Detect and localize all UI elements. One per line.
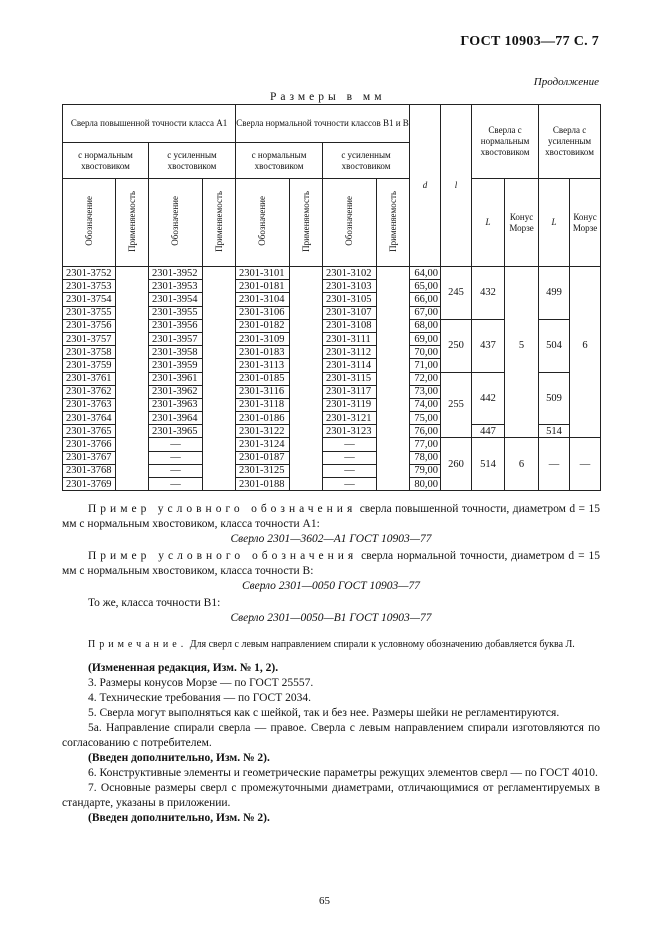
L-normal-value: 447 [472,425,505,438]
a1-reinforced-designation: — [149,464,203,477]
example-1-code: Сверло 2301—3602—А1 ГОСТ 10903—77 [230,533,432,545]
b-reinforced-designation: 2301-3121 [323,412,377,425]
b-reinforced-applicability [377,478,410,491]
a1-reinforced-applicability [203,319,236,332]
a1-normal-applicability [116,478,149,491]
a1-reinforced-designation: 2301-3957 [149,332,203,345]
a1-reinforced-applicability [203,478,236,491]
b-reinforced-applicability [377,280,410,293]
a1-reinforced-designation: 2301-3958 [149,346,203,359]
header-designation: Обозначение [63,179,116,267]
b-normal-applicability [290,438,323,451]
b-reinforced-designation: 2301-3108 [323,319,377,332]
header-group-a1: Сверла повышенной точности класса А1 [63,105,236,143]
diameter-value: 67,00 [410,306,441,319]
a1-normal-applicability [116,451,149,464]
b-reinforced-applicability [377,332,410,345]
a1-reinforced-applicability [203,293,236,306]
a1-normal-designation: 2301-3764 [63,412,116,425]
header-group-b: Сверла нормальной точности классов В1 и В [236,105,410,143]
b-reinforced-applicability [377,385,410,398]
a1-reinforced-applicability [203,398,236,411]
a1-normal-designation: 2301-3753 [63,280,116,293]
diameter-value: 78,00 [410,451,441,464]
b-reinforced-applicability [377,425,410,438]
a1-normal-designation: 2301-3757 [63,332,116,345]
table-row [63,438,601,451]
a1-normal-designation: 2301-3759 [63,359,116,372]
L-reinforced-value: — [539,438,570,491]
b-normal-applicability [290,451,323,464]
a1-reinforced-applicability [203,464,236,477]
a1-reinforced-designation: 2301-3959 [149,359,203,372]
diameter-value: 76,00 [410,425,441,438]
diameter-value: 64,00 [410,267,441,280]
b-normal-designation: 2301-3109 [236,332,290,345]
b-reinforced-designation: 2301-3107 [323,306,377,319]
b-normal-designation: 2301-3104 [236,293,290,306]
b-normal-applicability [290,464,323,477]
a1-normal-designation: 2301-3769 [63,478,116,491]
header-applicability: Применяемость [290,179,323,267]
morse-normal-value: 5 [505,319,539,372]
diameter-value: 75,00 [410,412,441,425]
header-designation: Обозначение [236,179,290,267]
b-reinforced-applicability [377,412,410,425]
table-row [63,267,601,280]
b-normal-applicability [290,478,323,491]
item-5a: 5а. Направление спирали сверла — правое. Сверла с левым направлением спирали изготовляются по согласованию с потребителем. [62,722,600,749]
b-reinforced-designation: 2301-3117 [323,385,377,398]
header-L-normal: L [472,179,505,267]
b-normal-applicability [290,267,323,280]
a1-reinforced-designation: 2301-3956 [149,319,203,332]
morse-reinforced-value: — [570,438,601,491]
L-reinforced-value: 504 [539,319,570,372]
a1-normal-designation: 2301-3766 [63,438,116,451]
a1-normal-applicability [116,267,149,280]
b-reinforced-designation: — [323,451,377,464]
page-header: ГОСТ 10903—77 С. 7 [460,34,599,49]
b-reinforced-designation: 2301-3102 [323,267,377,280]
a1-reinforced-applicability [203,412,236,425]
a1-normal-designation: 2301-3763 [63,398,116,411]
b-reinforced-applicability [377,346,410,359]
header-applicability: Применяемость [116,179,149,267]
diameter-value: 71,00 [410,359,441,372]
a1-normal-designation: 2301-3762 [63,385,116,398]
b-normal-applicability [290,319,323,332]
b-reinforced-applicability [377,306,410,319]
example-2: Пример условного обозначения сверла нормальной точности, диаметром d = 15 мм с нормальным хвостовиком, класса точности В: [62,550,600,577]
header-b-reinforced-shank: с усиленным хвостовиком [323,143,410,179]
a1-reinforced-applicability [203,359,236,372]
L-normal-value: 432 [472,267,505,320]
added-note-1: (Введен дополнительно, Изм. № 2). [88,752,270,764]
header-morse-normal: Конус Морзе [505,179,539,267]
added-note-2: (Введен дополнительно, Изм. № 2). [88,812,270,824]
header-designation: Обозначение [149,179,203,267]
a1-reinforced-designation: 2301-3961 [149,372,203,385]
header-a1-normal-shank: с нормальным хвостовиком [63,143,149,179]
a1-normal-applicability [116,425,149,438]
b-normal-designation: 2301-3124 [236,438,290,451]
morse-reinforced-value: 6 [570,319,601,372]
b-normal-designation: 2301-0181 [236,280,290,293]
L-normal-value: 514 [472,438,505,491]
a1-normal-applicability [116,438,149,451]
diameter-value: 65,00 [410,280,441,293]
header-L-reinforced: L [539,179,570,267]
morse-normal-cell [505,372,539,438]
b-reinforced-designation: 2301-3111 [323,332,377,345]
a1-normal-designation: 2301-3752 [63,267,116,280]
a1-reinforced-applicability [203,451,236,464]
header-d: d [410,105,441,267]
a1-reinforced-designation: 2301-3953 [149,280,203,293]
b-reinforced-designation: — [323,478,377,491]
a1-reinforced-applicability [203,438,236,451]
header-morse-reinforced: Конус Морзе [570,179,601,267]
example-2-code: Сверло 2301—0050 ГОСТ 10903—77 [241,580,421,592]
b-reinforced-designation: 2301-3103 [323,280,377,293]
a1-normal-designation: 2301-3756 [63,319,116,332]
b-normal-designation: 2301-3118 [236,398,290,411]
a1-normal-applicability [116,293,149,306]
a1-normal-applicability [116,306,149,319]
b-reinforced-applicability [377,398,410,411]
same-note: То же, класса точности В1: [88,597,221,609]
b-normal-designation: 2301-0183 [236,346,290,359]
b-normal-applicability [290,280,323,293]
header-l: l [441,105,472,267]
a1-normal-designation: 2301-3761 [63,372,116,385]
morse-normal-cell [505,267,539,320]
morse-normal-value: 6 [505,438,539,491]
page-number: 65 [319,895,330,907]
b-normal-applicability [290,293,323,306]
b-reinforced-designation: 2301-3123 [323,425,377,438]
a1-reinforced-designation: 2301-3963 [149,398,203,411]
a1-reinforced-designation: 2301-3964 [149,412,203,425]
a1-reinforced-applicability [203,346,236,359]
a1-normal-designation: 2301-3765 [63,425,116,438]
a1-reinforced-applicability [203,306,236,319]
diameter-value: 73,00 [410,385,441,398]
a1-reinforced-applicability [203,280,236,293]
header-drills-reinforced-shank: Сверла с усиленным хвостовиком [539,105,601,179]
a1-normal-designation: 2301-3768 [63,464,116,477]
L-normal-value: 437 [472,319,505,372]
a1-reinforced-applicability [203,372,236,385]
a1-normal-applicability [116,359,149,372]
header-designation: Обозначение [323,179,377,267]
item-7: 7. Основные размеры сверл с промежуточными диаметрами, отличающимися от регламентируемых в стандарте, указаны в приложении. [62,782,600,809]
b-reinforced-applicability [377,293,410,306]
morse-reinforced-cell [570,372,601,438]
a1-reinforced-applicability [203,332,236,345]
b-reinforced-designation: 2301-3112 [323,346,377,359]
a1-reinforced-applicability [203,267,236,280]
diameter-value: 79,00 [410,464,441,477]
amended-note: (Измененная редакция, Изм. № 1, 2). [88,662,279,674]
b-normal-applicability [290,385,323,398]
l-value: 255 [441,372,472,438]
diameter-value: 68,00 [410,319,441,332]
a1-normal-applicability [116,346,149,359]
a1-reinforced-designation: — [149,451,203,464]
L-reinforced-value: 514 [539,425,570,438]
example-3-code: Сверло 2301—0050—В1 ГОСТ 10903—77 [230,612,432,624]
b-normal-designation: 2301-0187 [236,451,290,464]
header-drills-normal-shank: Сверла с нормальным хвостовиком [472,105,539,179]
a1-normal-designation: 2301-3758 [63,346,116,359]
l-value: 260 [441,438,472,491]
a1-reinforced-designation: 2301-3965 [149,425,203,438]
l-value: 245 [441,267,472,320]
item-3: 3. Размеры конусов Морзе — по ГОСТ 25557. [88,677,314,689]
b-normal-applicability [290,346,323,359]
b-normal-designation: 2301-3116 [236,385,290,398]
b-normal-designation: 2301-0188 [236,478,290,491]
b-reinforced-designation: — [323,438,377,451]
b-reinforced-applicability [377,267,410,280]
a1-reinforced-designation: — [149,438,203,451]
diameter-value: 77,00 [410,438,441,451]
header-b-normal-shank: с нормальным хвостовиком [236,143,323,179]
b-reinforced-applicability [377,319,410,332]
example-1: Пример условного обозначения сверла повышенной точности, диаметром d = 15 мм с нормальным хвостовиком, класса точности А1: [62,503,600,530]
b-normal-applicability [290,332,323,345]
diameter-value: 74,00 [410,398,441,411]
item-4: 4. Технические требования — по ГОСТ 2034. [88,692,311,704]
continuation-label: Продолжение [533,76,599,88]
header-applicability: Применяемость [377,179,410,267]
L-normal-value: 442 [472,372,505,425]
b-reinforced-applicability [377,359,410,372]
a1-normal-applicability [116,319,149,332]
b-reinforced-applicability [377,464,410,477]
header-applicability: Применяемость [203,179,236,267]
table-row [63,372,601,385]
b-reinforced-applicability [377,372,410,385]
a1-reinforced-designation: 2301-3962 [149,385,203,398]
b-normal-applicability [290,425,323,438]
a1-normal-applicability [116,412,149,425]
a1-normal-designation: 2301-3767 [63,451,116,464]
a1-normal-applicability [116,398,149,411]
b-reinforced-designation: 2301-3105 [323,293,377,306]
a1-normal-designation: 2301-3755 [63,306,116,319]
diameter-value: 69,00 [410,332,441,345]
morse-reinforced-cell [570,267,601,320]
b-reinforced-designation: 2301-3114 [323,359,377,372]
b-normal-designation: 2301-3125 [236,464,290,477]
diameter-value: 72,00 [410,372,441,385]
item-5: 5. Сверла могут выполняться как с шейкой, так и без нее. Размеры шейки не регламентируются. [88,707,560,719]
b-normal-designation: 2301-3101 [236,267,290,280]
a1-normal-designation: 2301-3754 [63,293,116,306]
b-normal-applicability [290,398,323,411]
a1-normal-applicability [116,332,149,345]
a1-reinforced-applicability [203,425,236,438]
diameter-value: 80,00 [410,478,441,491]
diameter-value: 70,00 [410,346,441,359]
table-row [63,319,601,332]
b-normal-applicability [290,306,323,319]
b-normal-applicability [290,412,323,425]
diameter-value: 66,00 [410,293,441,306]
a1-normal-applicability [116,464,149,477]
b-normal-designation: 2301-0182 [236,319,290,332]
b-normal-designation: 2301-0186 [236,412,290,425]
a1-reinforced-designation: 2301-3952 [149,267,203,280]
a1-normal-applicability [116,385,149,398]
drill-dimensions-table [62,104,601,491]
l-value: 250 [441,319,472,372]
a1-normal-applicability [116,280,149,293]
a1-reinforced-applicability [203,385,236,398]
b-normal-applicability [290,372,323,385]
a1-normal-applicability [116,372,149,385]
b-normal-designation: 2301-3122 [236,425,290,438]
b-normal-designation: 2301-3106 [236,306,290,319]
item-6: 6. Конструктивные элементы и геометрические параметры режущих элементов сверл — по ГОСТ 4010. [88,767,598,779]
b-reinforced-applicability [377,451,410,464]
a1-reinforced-designation: — [149,478,203,491]
b-reinforced-designation: 2301-3119 [323,398,377,411]
b-normal-designation: 2301-3113 [236,359,290,372]
b-reinforced-designation: — [323,464,377,477]
body-text [62,502,600,826]
a1-reinforced-designation: 2301-3955 [149,306,203,319]
b-reinforced-designation: 2301-3115 [323,372,377,385]
L-reinforced-value: 499 [539,267,570,320]
b-reinforced-applicability [377,438,410,451]
table-caption: Размеры в мм [270,91,386,103]
L-reinforced-value: 509 [539,372,570,425]
note: Примечание. Для сверл с левым направлением спирали к условному обозначению добавляется буква Л. [88,639,575,650]
b-normal-applicability [290,359,323,372]
b-normal-designation: 2301-0185 [236,372,290,385]
a1-reinforced-designation: 2301-3954 [149,293,203,306]
header-a1-reinforced-shank: с усиленным хвостовиком [149,143,236,179]
